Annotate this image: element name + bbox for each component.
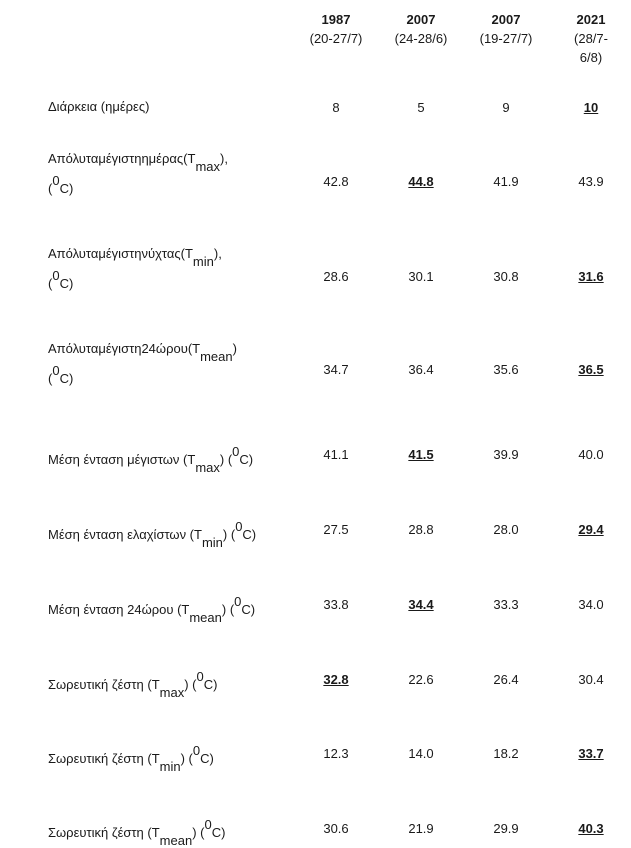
- label-word: 24ώρου: [141, 341, 188, 356]
- column-header: [551, 10, 631, 67]
- label-word: Tmax: [187, 151, 221, 174]
- column-dates: 6/8): [579, 50, 603, 65]
- label-line: [48, 669, 218, 700]
- table-cell-value: 40.3: [578, 821, 604, 836]
- table-cell-value: 30.8: [493, 269, 519, 284]
- label-subscript: min: [201, 535, 223, 550]
- label-text: (: [48, 181, 53, 196]
- table-cell-value: 34.7: [323, 362, 349, 377]
- label-word: μέγιστη: [98, 151, 142, 166]
- table-cell-value: 9: [502, 100, 510, 115]
- label-text: Σωρευτική ζέστη (T: [48, 825, 160, 840]
- label-line: [48, 340, 288, 364]
- label-superscript: 0: [52, 173, 60, 188]
- table-cell-value: 10: [583, 100, 599, 115]
- label-superscript: 0: [235, 519, 243, 534]
- table-cell-value: 41.1: [323, 447, 349, 462]
- table-cell-value: 33.3: [493, 597, 519, 612]
- label-text: Σωρευτική ζέστη (T: [48, 751, 160, 766]
- row-label: [48, 98, 149, 116]
- column-dates: (24-28/6): [394, 31, 448, 46]
- column-header: [381, 10, 461, 48]
- table-cell-value: 12.3: [323, 746, 349, 761]
- table-cell-value: 44.8: [408, 174, 434, 189]
- label-line: [48, 98, 149, 116]
- label-text: C): [211, 825, 226, 840]
- label-word: ),: [213, 246, 222, 261]
- label-word: (Tmean: [187, 341, 233, 364]
- row-label: [48, 340, 288, 388]
- table-cell-value: 40.0: [578, 447, 604, 462]
- table-cell-value: 28.8: [408, 522, 434, 537]
- label-text: Μέση ένταση ελαχίστων (T: [48, 527, 202, 542]
- row-label: [48, 444, 254, 475]
- row-label: [48, 669, 218, 700]
- label-word: ημέρας: [141, 151, 184, 166]
- label-superscript: 0: [192, 743, 201, 758]
- label-text: (: [48, 276, 53, 291]
- label-superscript: 0: [204, 817, 212, 832]
- label-subscript: max: [195, 460, 220, 475]
- table-cell-value: 30.4: [578, 672, 604, 687]
- label-line: [48, 150, 288, 174]
- label-text: C): [242, 527, 257, 542]
- table-cell-value: 22.6: [408, 672, 434, 687]
- label-text: ) (: [192, 825, 205, 840]
- label-line: [48, 363, 288, 388]
- label-text: ) (: [184, 677, 197, 692]
- label-superscript: 0: [52, 363, 60, 378]
- row-label: [48, 150, 288, 198]
- label-line: [48, 173, 288, 198]
- table-cell-value: 43.9: [578, 174, 604, 189]
- table-cell-value: 32.8: [323, 672, 349, 687]
- column-year: 1987: [321, 12, 351, 27]
- table-cell-value: 36.5: [578, 362, 604, 377]
- table-cell-value: 26.4: [493, 672, 519, 687]
- label-text: ) (: [221, 602, 235, 617]
- table-cell-value: 39.9: [493, 447, 519, 462]
- column-dates: (19-27/7): [479, 31, 533, 46]
- row-label: [48, 519, 257, 550]
- row-label: [48, 594, 256, 625]
- row-label: [48, 743, 214, 774]
- table-cell-value: 36.4: [408, 362, 434, 377]
- label-superscript: 0: [232, 444, 240, 459]
- label-text: ) (: [222, 527, 236, 542]
- column-dates: (20-27/7): [309, 31, 363, 46]
- column-header: [466, 10, 546, 48]
- label-subscript: mean: [189, 610, 222, 625]
- table-cell-value: 41.5: [408, 447, 434, 462]
- label-subscript: mean: [200, 349, 233, 364]
- table-cell-value: 30.6: [323, 821, 349, 836]
- label-text: Μέση ένταση μέγιστων (T: [48, 452, 196, 467]
- label-text: C): [239, 452, 254, 467]
- table-cell-value: 33.8: [323, 597, 349, 612]
- table-cell-value: 27.5: [323, 522, 349, 537]
- label-line: [48, 268, 288, 293]
- label-text: C): [203, 677, 218, 692]
- table-cell-value: 29.9: [493, 821, 519, 836]
- label-word: μέγιστη: [98, 341, 142, 356]
- column-year: 2021: [576, 12, 606, 27]
- label-text: ) (: [180, 751, 193, 766]
- label-subscript: min: [159, 759, 181, 774]
- table-cell-value: 14.0: [408, 746, 434, 761]
- label-word: μέγιστη: [98, 246, 142, 261]
- table-cell-value: 5: [417, 100, 425, 115]
- label-word: Απόλυτα: [48, 246, 99, 261]
- table-cell-value: 34.0: [578, 597, 604, 612]
- row-label: [48, 817, 226, 848]
- label-line: [48, 444, 254, 475]
- label-text: Σωρευτική ζέστη (T: [48, 677, 160, 692]
- label-line: [48, 519, 257, 550]
- table-cell-value: 41.9: [493, 174, 519, 189]
- label-text: C): [59, 371, 74, 386]
- label-text: C): [59, 181, 74, 196]
- table-cell-value: 21.9: [408, 821, 434, 836]
- column-header: [296, 10, 376, 48]
- column-dates: (28/7-: [574, 31, 608, 46]
- column-year: 2007: [491, 12, 521, 27]
- table-cell-value: 30.1: [408, 269, 434, 284]
- label-text: Διάρκεια (ημέρες): [48, 99, 150, 114]
- label-text: Μέση ένταση 24ώρου (T: [48, 602, 190, 617]
- label-word: (: [183, 151, 188, 166]
- table-cell-value: 28.6: [323, 269, 349, 284]
- table-cell-value: 31.6: [578, 269, 604, 284]
- label-text: ) (: [219, 452, 233, 467]
- label-superscript: 0: [196, 669, 204, 684]
- label-subscript: mean: [159, 833, 193, 848]
- table-cell-value: 28.0: [493, 522, 519, 537]
- table-cell-value: 33.7: [578, 746, 604, 761]
- label-superscript: 0: [234, 594, 242, 609]
- label-line: [48, 817, 226, 848]
- table-cell-value: 18.2: [493, 746, 519, 761]
- label-word: Απόλυτα: [48, 151, 99, 166]
- label-line: [48, 245, 288, 269]
- table-cell-value: 42.8: [323, 174, 349, 189]
- label-text: C): [59, 276, 74, 291]
- label-text: (: [48, 371, 53, 386]
- label-word: (Tmin: [180, 246, 214, 269]
- label-word: Απόλυτα: [48, 341, 99, 356]
- label-subscript: max: [159, 685, 185, 700]
- label-superscript: 0: [52, 268, 60, 283]
- label-word: ): [232, 341, 237, 356]
- table-cell-value: 29.4: [578, 522, 604, 537]
- label-word: ),: [220, 151, 228, 166]
- label-text: C): [200, 751, 214, 766]
- label-line: [48, 594, 256, 625]
- label-subscript: min: [192, 254, 214, 269]
- table-cell-value: 34.4: [408, 597, 434, 612]
- label-text: C): [241, 602, 256, 617]
- table-cell-value: 8: [332, 100, 340, 115]
- label-line: [48, 743, 214, 774]
- row-label: [48, 245, 288, 293]
- label-subscript: max: [195, 159, 221, 174]
- column-year: 2007: [406, 12, 436, 27]
- table-cell-value: 35.6: [493, 362, 519, 377]
- label-word: νύχτας: [141, 246, 181, 261]
